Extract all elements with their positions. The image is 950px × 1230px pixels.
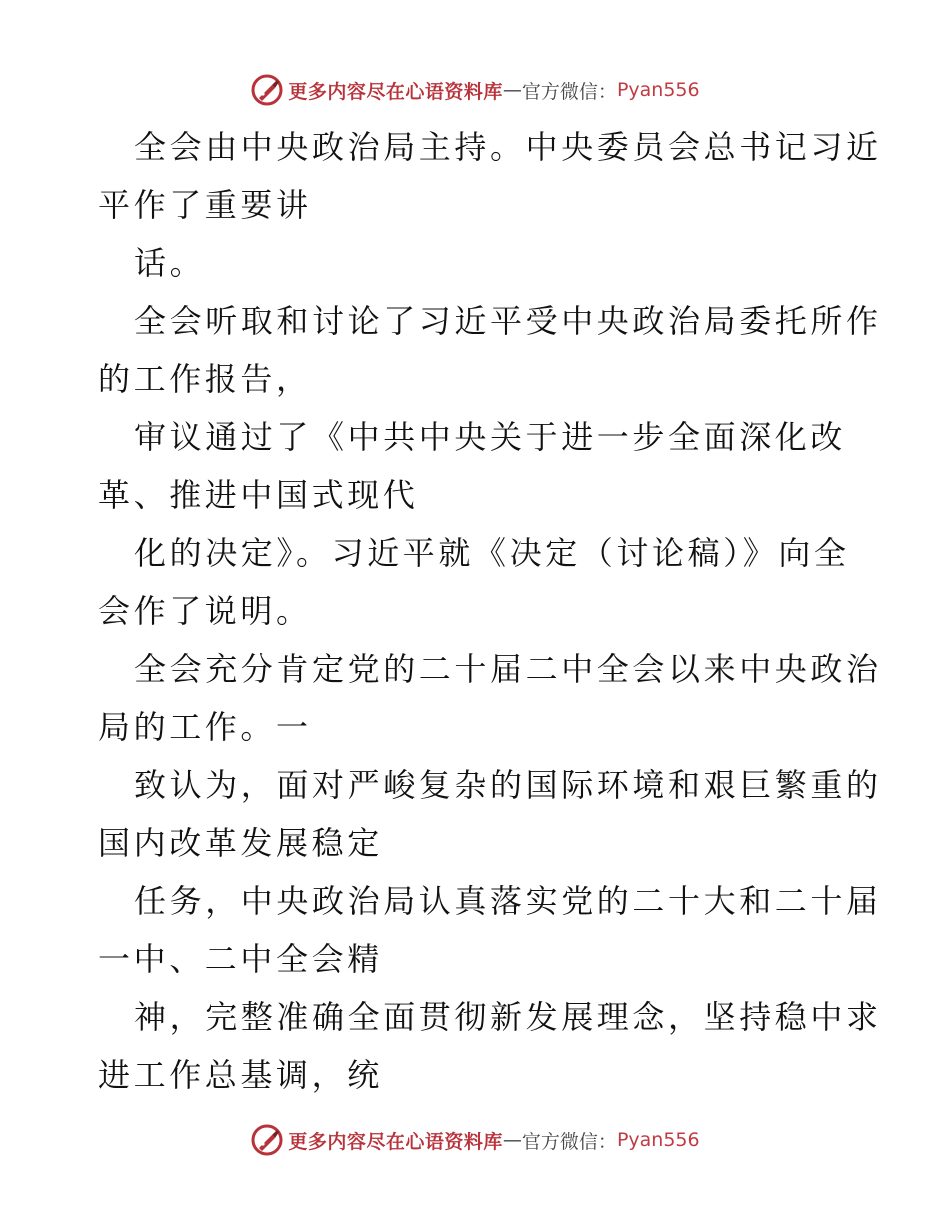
watermark-sub-text: 官方微信： [521,1130,617,1153]
watermark-main-text: 更多内容尽在心语资料库 [288,80,503,103]
pen-nib-logo-icon [250,1123,284,1157]
text-line: 的工作报告， [98,360,312,398]
text-line: 话。 [134,244,206,282]
watermark-dash: — [502,79,522,101]
watermark-wechat-id: Pyan556 [616,79,700,101]
text-line: 进工作总基调，统 [98,1056,383,1094]
document-body [98,118,882,1104]
text-line: 全会听取和讨论了习近平受中央政治局委托所作 [134,302,882,340]
text-line: 全会充分肯定党的二十届二中全会以来中央政治 [134,650,882,688]
text-line: 全会由中央政治局主持。中央委员会总书记习近 [134,128,882,166]
text-line: 致认为，面对严峻复杂的国际环境和艰巨繁重的 [134,766,882,804]
text-line: 化的决定》。习近平就《决定（讨论稿）》向全 [134,534,850,572]
text-line: 国内改革发展稳定 [98,824,383,862]
text-line: 神，完整准确全面贯彻新发展理念，坚持稳中求 [134,998,882,1036]
watermark-main-text: 更多内容尽在心语资料库 [288,1130,503,1153]
footer-watermark [0,1120,950,1160]
text-line: 革、推进中国式现代 [98,476,419,514]
text-line: 任务，中央政治局认真落实党的二十大和二十届 [134,882,882,920]
watermark-wechat-id: Pyan556 [616,1129,700,1151]
watermark-dash: — [502,1129,522,1151]
text-line: 局的工作。一 [98,708,312,746]
text-line: 会作了说明。 [98,592,312,630]
text-line: 审议通过了《中共中央关于进一步全面深化改 [134,418,847,456]
text-line: 一中、二中全会精 [98,940,383,978]
text-line: 平作了重要讲 [98,186,312,224]
watermark-sub-text: 官方微信： [521,80,617,103]
pen-nib-logo-icon [250,73,284,107]
header-watermark [0,70,950,110]
